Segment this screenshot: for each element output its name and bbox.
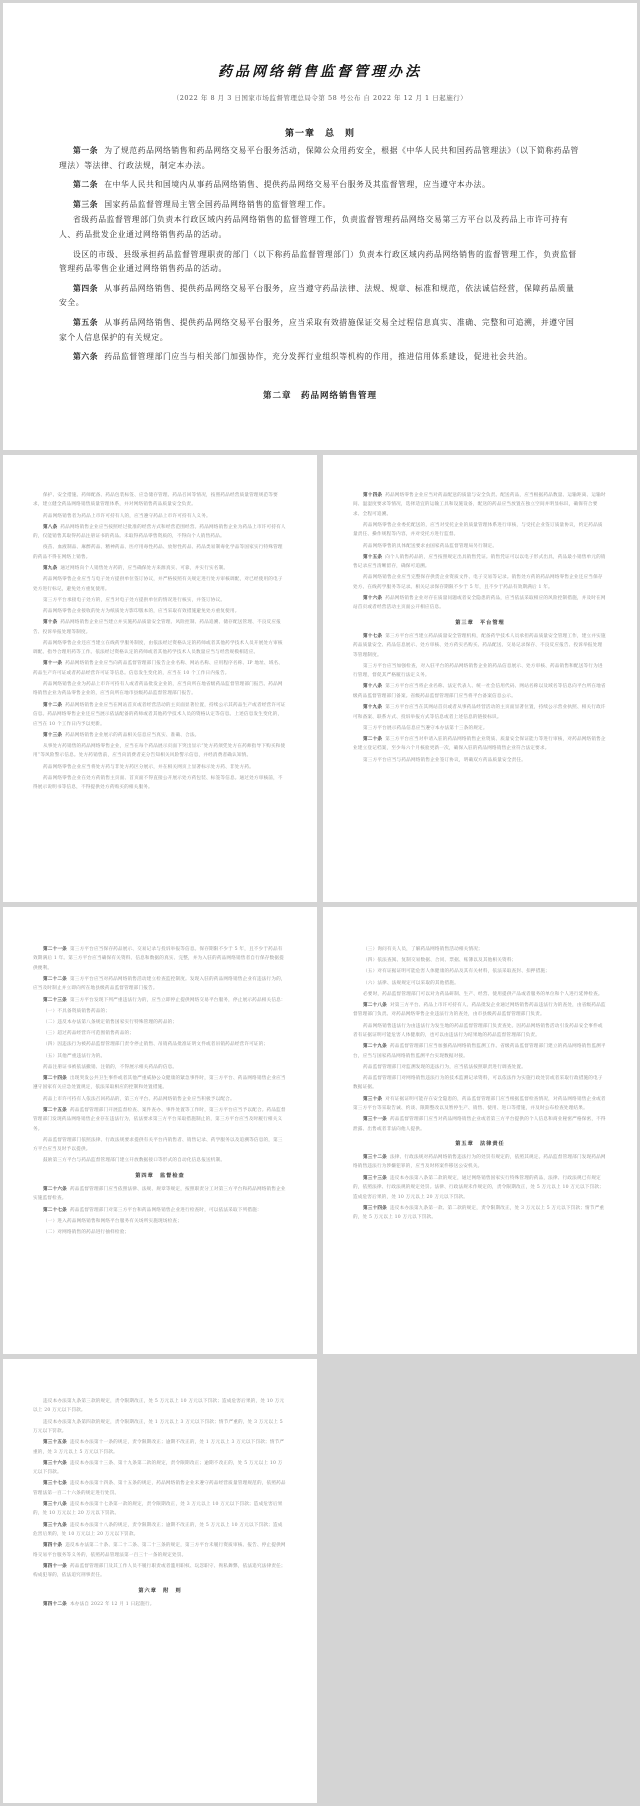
article-text: 疫苗、血液制品、麻醉药品、精神药品、医疗用毒性药品、放射性药品、药品类易制毒化学品等国家实行特殊管理的药品不得在网络上销售。: [33, 545, 283, 560]
article-paragraph: [33, 1029, 287, 1038]
article-text: （三）询问有关人员，了解药品网络销售活动相关情况；: [363, 947, 483, 952]
article-text: 对第三方平台、药品上市许可持有人、药品批发企业通过网络销售药品违法行为的查处，由省级药品监督管理部门负责。对药品网络零售企业违法行为的查处，由市县级药品监督管理部门负责。: [353, 1003, 606, 1018]
article-text: 药品网络销售企业应当建立并实施药品质量安全管理、风险控制、药品追溯、储存配送管理、不良反应报告、投诉举报处理等制度。: [33, 620, 281, 635]
article-text: （五）其他严重违法行为的。: [43, 1053, 106, 1059]
article-text: 药品监督管理部门对网络销售违法行为的技术监测记录资料，可以依法作为实施行政处罚或者采取行政措施的电子数据证据。: [353, 1076, 603, 1091]
article-paragraph: [353, 1204, 607, 1223]
article-text: 违反本办法第九条第一款、第二款的规定，责令限期改正，处 3 万元以上 5 万元以下罚款；情节严重的，处 5 万元以上 10 万元以下罚款。: [353, 1205, 605, 1221]
article-text: 违反本办法第十七条第一款的规定，责令限期改正，处 3 万元以上 10 万元以下罚款；造成危害后果的，处 10 万元以上 20 万元以下罚款。: [33, 1502, 283, 1517]
article-text: 药品网络零售企业接收的处方为纸质处方影印版本的，应当采取有效措施避免处方重复使用。: [43, 609, 240, 615]
article-number: 第二十八条: [363, 1003, 387, 1009]
article-paragraph: [33, 1074, 287, 1093]
article-text: 违反本办法第九条第三款的规定，责令限期改正，处 5 万元以上 10 万元以下罚款；造成危害后果的，处 10 万元以上 20 万元以下罚款。: [33, 1399, 285, 1414]
article-text: （二）违反本办法第八条规定销售国家实行特殊管理的药品的；: [43, 1020, 178, 1026]
article-text: 第三方平台应当将企业名称、法定代表人、统一社会信用代码、网站名称以及域名等信息向平台所在地省级药品监督管理部门备案。省级药品监督管理部门应当将平台备案信息公示。: [353, 684, 606, 699]
article-text: 本办法自 2022 年 12 月 1 日起施行。: [69, 1601, 155, 1607]
article-number: 第三十七条: [43, 1481, 67, 1487]
article-paragraph: [33, 1397, 287, 1416]
article-text: （三）超过药品经营许可范围销售药品的；: [43, 1031, 135, 1037]
article-text: 国家药品监督管理局主管全国药品网络销售的监督管理工作。: [104, 199, 331, 209]
article-paragraph: [353, 594, 607, 613]
article-number: 第十二条: [43, 702, 63, 708]
article-paragraph: [353, 1001, 607, 1020]
article-text: （二）对网络销售的药品进行抽样检验；: [43, 1229, 130, 1235]
article-paragraph: [33, 564, 287, 573]
article-paragraph: [33, 543, 287, 562]
article-text: 药品上市许可持有人依法召回药品的，第三方平台、药品网络销售企业应当积极予以配合。: [43, 1096, 235, 1102]
article-text: 药品监督管理部门对监测发现的违法行为，应当依法按照职责进行调查处置。: [363, 1064, 526, 1070]
article-text: 违反本办法第十八条的规定，责令限期改正；逾期不改正的，处 5 万元以上 10 万元以下罚款；造成危害后果的，处 10 万元以上 20 万元以下罚款。: [33, 1522, 283, 1538]
article-paragraph: [33, 680, 287, 699]
article-paragraph: [33, 1459, 287, 1478]
article-text: 违反本办法第八条第二款的规定，通过网络销售国家实行特殊管理的药品，法律、行政法规已有规定的，依照法律、行政法规的规定处罚。法律、行政法规未作规定的，责令限期改正，处 5 万元以上 10 万元以下罚款；造成危害后果的，处 10 万元以上 20 万元以下罚款。: [353, 1175, 604, 1200]
article-text: 通过网络向个人销售处方药的，应当确保处方来源真实、可靠，并实行实名制。: [60, 566, 229, 572]
article-paragraph: [353, 1022, 607, 1041]
article-text: （四）因违法行为被药品监督管理部门责令停止销售、吊销药品批准证明文件或者吊销药品经营许可证的；: [43, 1042, 269, 1048]
article-paragraph: [33, 1007, 287, 1016]
article-number: 第二条: [73, 180, 99, 190]
article-text: 第三方平台应当保存药品展示、交易记录与投诉举报等信息。保存期限不少于 5 年，且不少于药品有效期满后 1 年。第三方平台应当确保有关资料、信息和数据的真实、完整，并为入驻的药品网络销售者自行保存数据提供便利。: [33, 947, 284, 971]
article-paragraph: [353, 662, 607, 681]
article-paragraph: [33, 701, 287, 729]
article-paragraph: [353, 521, 607, 540]
article-text: 第三方平台应当与药品网络销售企业签订协议，明确双方药品质量安全责任。: [363, 757, 526, 763]
article-paragraph: [59, 178, 581, 193]
article-text: 药品监督管理部门应当加强药品网络销售监测工作。省级药品监督管理部门建立的药品网络销售监测平台，应当与国家药品网络销售监测平台实现数据对接。: [353, 1044, 606, 1059]
article-paragraph: [33, 1040, 287, 1049]
article-paragraph: [353, 553, 607, 572]
article-number: 第十七条: [363, 633, 383, 639]
article-paragraph: [353, 1063, 607, 1072]
article-paragraph: [353, 573, 607, 592]
article-text: 必要时，药品监督管理部门可以对为药品研制、生产、经营、使用提供产品或者服务的单位和个人进行延伸检查。: [363, 991, 603, 997]
article-number: 第四十二条: [43, 1601, 67, 1607]
article-paragraph: [33, 1562, 287, 1581]
chapter-heading: 第五章 法律责任: [455, 1141, 505, 1148]
article-paragraph: [33, 1063, 287, 1072]
article-number: 第三十三条: [363, 1175, 387, 1181]
page-2: [3, 455, 317, 902]
article-number: 第二十七条: [43, 1207, 67, 1213]
article-number: 第四条: [73, 283, 99, 293]
article-paragraph: [59, 316, 581, 345]
article-text: 违反本办法第十一条的规定，责令限期改正；逾期不改正的，处 1 万元以上 3 万元以下罚款；情节严重的，处 3 万元以上 5 万元以下罚款。: [33, 1440, 285, 1455]
article-paragraph: [33, 1541, 287, 1560]
article-text: 药品网络销售企业对存在质量问题或者安全隐患的药品，应当依法采取相应的风险控制措施，并及时在网站首页或者经营活动主页面公开相应信息。: [353, 596, 606, 611]
article-paragraph: 设区的市级、县级承担药品监督管理职责的部门（以下称药品监督管理部门）负责本行政区域内药品网络销售的监督管理工作，负责监督管理药品零售企业通过网络销售药品的活动。: [59, 249, 577, 274]
article-paragraph: [33, 1418, 287, 1437]
article-paragraph: [353, 542, 607, 551]
article-number: 第三十五条: [43, 1440, 67, 1446]
article-text: 在中华人民共和国境内从事药品网络销售、提供药品网络交易平台服务及其监督管理，应当遵守本办法。: [104, 180, 491, 190]
article-number: 第十一条: [43, 661, 63, 667]
article-number: 第二十六条: [43, 1186, 67, 1192]
article-number: 第五条: [73, 317, 99, 327]
article-text: 药品网络零售企业应当对药品配送的质量与安全负责。配送药品，应当根据药品数量、运输距离、运输时间、温湿度要求等情况，选择适宜的运输工具和设施设备，配送的药品应当放置在独立空间并明显标识，确保符合要求、全程可追溯。: [353, 493, 606, 517]
article-text: 药品网络销售企业为药品上市许可持有人或者药品批发企业的，应当向所在地省级药品监督管理部门报告。药品网络销售企业为药品零售企业的，应当向所在地市县级药品监督管理部门报告。: [33, 682, 283, 697]
article-number: 第三十条: [363, 1096, 383, 1102]
article-number: 第三十九条: [43, 1522, 67, 1528]
article-number: 第二十九条: [363, 1044, 387, 1050]
article-paragraph: [33, 523, 287, 542]
article-text: 第三方平台应当对申请入驻的药品网络销售企业资质、质量安全保证能力等进行审核，对药品网络销售企业建立登记档案，至少每六个月核验更新一次，确保入驻的药品网络销售企业符合法定要求。: [353, 736, 606, 752]
article-paragraph: [353, 1153, 607, 1172]
article-number: 第二十三条: [43, 997, 67, 1003]
article-text: 向个人销售药品的，应当按照规定出具销售凭证。销售凭证可以以电子形式出具，药品最小销售单元的销售记录应当清晰留存，确保可追溯。: [353, 554, 606, 570]
article-paragraph: [353, 1115, 607, 1134]
article-paragraph: [33, 1136, 287, 1155]
article-text: 违反本办法第十四条、第十五条的规定，药品网络销售企业未遵守药品经营质量管理规范的，依照药品管理法第一百二十六条的规定进行处罚。: [33, 1481, 286, 1496]
article-paragraph: [353, 1074, 607, 1093]
article-text: 药品监督管理部门对第三方平台和药品网络销售企业进行检查时，可以依法采取下列措施：: [69, 1207, 262, 1213]
article-paragraph: [33, 1206, 287, 1215]
article-text: 药品网络销售企业应当向药品监督管理部门报告企业名称、网站名称、应用程序名称、IP 地址、域名、药品生产许可证或者药品经营许可证等信息。信息发生变化的，应当在 10 个工作日内报告。: [33, 661, 284, 676]
article-text: 药品监督管理部门应当依照法律、法规、规章等规定，按照职责分工对第三方平台和药品网络销售企业实施监督检查。: [33, 1186, 286, 1202]
article-number: 第二十一条: [43, 947, 67, 952]
article-text: 违反本办法第十三条、第十九条第二款的规定，责令限期改正；逾期不改正的，处 5 万元以上 10 万元以下罚款。: [33, 1460, 283, 1476]
article-paragraph: [33, 618, 287, 637]
article-text: 第三方平台发现下列严重违法行为的，应当立即停止提供网络交易平台服务，停止展示药品相关信息：: [69, 997, 286, 1003]
article-paragraph: [33, 1217, 287, 1226]
article-number: 第十五条: [363, 554, 383, 560]
chapter-heading: 第三章 平台管理: [455, 619, 505, 626]
article-paragraph: 省级药品监督管理部门负责本行政区域内药品网络销售的监督管理工作，负责监督管理药品网络交易第三方平台以及药品上市许可持有人、药品批发企业通过网络销售药品的活动。: [59, 215, 569, 239]
article-text: 药品网络零售的具体配送要求由国家药品监督管理局另行制定。: [363, 543, 498, 549]
article-paragraph: [33, 607, 287, 616]
article-paragraph: [353, 990, 607, 999]
article-text: 药品网络零售企业在处方药销售主页面、首页面不得直接公开展示处方药包装、标签等信息。通过处方审核前，不得展示说明书等信息，不得提供处方药购买的相关服务。: [33, 775, 283, 791]
article-number: 第三十二条: [363, 1155, 387, 1161]
article-paragraph: [33, 1052, 287, 1061]
article-text: 药品网络销售企业展示的药品相关信息应当真实、准确、合法。: [65, 732, 200, 738]
article-number: 第三十六条: [43, 1460, 67, 1466]
article-number: 第三条: [73, 199, 99, 209]
page-6: [3, 1359, 317, 1803]
article-paragraph: [33, 1438, 287, 1457]
article-number: 第三十一条: [363, 1117, 387, 1123]
article-text: 鼓励第三方平台与药品监督管理部门建立开放数据接口等形式的自动化信息报送机制。: [43, 1158, 226, 1164]
article-paragraph: [33, 596, 287, 605]
page-5: [323, 907, 637, 1354]
article-paragraph: [353, 1174, 607, 1202]
article-paragraph: [353, 956, 607, 965]
article-paragraph: [33, 1521, 287, 1540]
article-paragraph: [33, 1500, 287, 1519]
article-text: 药品网络销售企业应当在网站首页或者经营活动的主页面显著位置，持续公示其药品生产或者经营许可证信息。药品网络零售企业还应当展示依法配备的药师或者其他药学技术人员的资格认定等信息。上述信息发生变化的，应当在 10 个工作日内予以更新。: [33, 702, 286, 727]
article-text: 药品网络销售违法行为由违法行为发生地的药品监督管理部门负责查处。因药品网络销售活动引发药品安全事件或者有证据证明可能危害人体健康的，也可以由违法行为结果地的药品监督管理部门负责。: [353, 1023, 603, 1039]
article-text: （一）不具备资质销售药品的；: [43, 1008, 111, 1014]
page-4: [3, 907, 317, 1354]
article-paragraph: [33, 731, 287, 740]
article-text: 药品网络销售企业应当按照经过批准的经营方式和经营范围经营。药品网络销售企业为药品上市许可持有人的，仅能销售其取得药品注册证书的药品。未取得药品零售资质的，不得向个人销售药品。: [33, 524, 286, 540]
article-paragraph: [59, 350, 581, 365]
article-paragraph: [353, 967, 607, 976]
article-text: 第三方平台应当在其网站首页或者从事药品经营活动的主页面显著位置，持续公示营业执照、相关行政许可和备案、联系方式、投诉举报方式等信息或者上述信息的链接标识。: [353, 705, 606, 720]
article-text: 第三方平台应当对药品网络销售活动建立检查监控制度。发现入驻的药品网络销售企业有违法行为的，应当及时制止并立即向所在地县级药品监督管理部门报告。: [33, 977, 286, 992]
article-text: 第三方平台应当建立药品质量安全管理机构，配备药学技术人员承担药品质量安全管理工作，建立并实施药品质量安全、药品信息展示、处方审核、处方药实名购买、药品配送、交易记录保存、不良反应报告、投诉举报处理等管理制度。: [353, 633, 606, 658]
article-paragraph: [33, 1156, 287, 1165]
article-paragraph: [33, 575, 287, 594]
article-paragraph: [59, 198, 581, 213]
article-paragraph: [353, 703, 607, 722]
article-text: 从事药品网络销售、提供药品网络交易平台服务，应当遵守药品法律、法规、规章、标准和规范，依法诚信经营，保障药品质量安全。: [59, 283, 575, 308]
article-paragraph: [33, 975, 287, 994]
chapter-heading: 第一章 总 则: [284, 129, 355, 139]
document-subtitle: （2022 年 8 月 3 日国家市场监督管理总局令第 58 号公布 自 2022 年 12 月 1 日起施行）: [172, 94, 468, 102]
article-text: 从事药品网络销售、提供药品网络交易平台服务，应当采取有效措施保证交易全过程信息真实、准确、完整和可追溯，并遵守国家个人信息保护的有关规定。: [59, 317, 575, 342]
article-paragraph: [353, 1042, 607, 1061]
article-paragraph: [353, 756, 607, 765]
article-paragraph: [33, 639, 287, 658]
article-paragraph: [33, 659, 287, 678]
article-number: 第十三条: [43, 732, 63, 738]
article-paragraph: [353, 979, 607, 988]
page-1: [3, 3, 637, 450]
article-paragraph: [33, 742, 287, 761]
article-number: 第二十五条: [43, 1107, 67, 1113]
article-paragraph: [353, 632, 607, 660]
article-text: 从事处方药销售的药品网络零售企业，应当在每个药品展示页面下突出显示“处方药须凭处方在药师指导下购买和使用”等风险警示信息。处方药销售前，应当向消费者充分告知相关风险警示信息，并经消费者确认知情。: [33, 743, 286, 759]
article-text: 药品监督管理部门应当与相关部门加强协作，充分发挥行业组织等机构的作用，推进信用体系建设，促进社会共治。: [104, 352, 533, 362]
article-number: 第三十四条: [363, 1205, 387, 1211]
article-number: 第二十条: [363, 736, 383, 742]
article-paragraph: [59, 144, 581, 173]
article-text: 药品网络零售企业应当将处方药与非处方药区分展示，并在相关网页上显著标示处方药、非处方药。: [43, 764, 254, 770]
article-paragraph: [353, 491, 607, 519]
article-paragraph: [33, 1479, 287, 1498]
chapter-heading: 第四章 监督检查: [135, 1172, 185, 1179]
article-text: 违反本办法第九条第四款的规定，责令限期改正，处 1 万元以上 3 万元以下罚款；情节严重的，处 3 万元以上 5 万元以下罚款。: [33, 1419, 283, 1435]
article-number: 第十八条: [363, 684, 383, 690]
article-text: 法律、行政法规对药品网络销售违法行为的处罚有规定的，依照其规定。药品监督管理部门发现药品网络销售违法行为涉嫌犯罪的，应当及时将案件移送公安机关。: [353, 1155, 606, 1170]
article-number: 第四十一条: [43, 1563, 67, 1569]
article-number: 第二十二条: [43, 977, 67, 983]
article-number: 第二十四条: [43, 1076, 67, 1082]
article-number: 第三十八条: [43, 1502, 67, 1508]
article-paragraph: [353, 735, 607, 754]
article-paragraph: [33, 763, 287, 772]
chapter-heading: 第六章 附 则: [138, 1587, 182, 1594]
document-title: 药品网络销售监督管理办法: [218, 64, 422, 80]
article-text: 药品网络零售企业还应当建立在线药学服务制度，由依法经过资格认定的药师或者其他药学技术人员开展处方审核调配、指导合理用药等工作。依法经过资格认定的药师或者其他药学技术人员数量应当与经营规模相适应。: [33, 640, 283, 656]
article-paragraph: [33, 1095, 287, 1104]
article-text: 药品网络销售者为药品上市许可持有人的，应当遵守药品上市许可持有人义务。: [43, 513, 211, 519]
article-text: 药品监督管理部门依照法律、行政法规要求提供有关平台内销售者、销售记录、药学服务以及追溯等信息的，第三方平台应当及时予以提供。: [33, 1137, 283, 1153]
article-text: 药品网络零售企业委托配送的，应当对受托企业的质量管理体系进行审核，与受托企业签订质量协议，约定药品质量责任、操作规程等内容，并对受托方进行监督。: [353, 523, 603, 538]
article-text: 药品监督管理部门开展监督检查、案件查办、事件处置等工作时，第三方平台应当予以配合。药品监督管理部门发现药品网络销售企业存在违法行为，依法要求第三方平台采取措施制止的，第三方平台应当及时履行相关义务。: [33, 1107, 286, 1132]
article-text: 出现突发公共卫生事件或者其他严重威胁公众健康的紧急事件时，第三方平台、药品网络销售企业应当遵守国家有关应急处置规定，依法采取相应的控制和处置措施。: [33, 1076, 286, 1091]
article-text: 药品监督管理部门及其工作人员不履行职责或者滥用职权、玩忽职守、徇私舞弊，依法追究法律责任；构成犯罪的，依法追究刑事责任。: [33, 1563, 286, 1579]
article-number: 第四十条: [43, 1543, 63, 1549]
article-number: 第十六条: [363, 596, 383, 602]
article-paragraph: [33, 512, 287, 521]
article-text: 第三方平台承接电子处方的，应当对电子处方提供单位的情况进行核实，并签订协议。: [43, 597, 226, 603]
article-text: 药品网络销售企业应当完整保存供货企业资质文件、电子交易等记录。销售处方药的药品网络零售企业还应当保存处方、在线药学服务等记录。相关记录保存期限不少于 5 年，且不少于药品有效期满后 1 年。: [353, 575, 603, 590]
article-number: 第九条: [43, 566, 58, 572]
page-3: [323, 455, 637, 902]
chapter-heading: 第二章 药品网络销售管理: [262, 390, 377, 401]
article-text: 对有证据证明可能存在安全隐患的，药品监督管理部门应当根据监督检查情况，对药品网络销售企业或者第三方平台等采取告诫、约谈、限期整改以及暂停生产、销售、使用、进口等措施，并及时公布检查处理结果。: [353, 1096, 606, 1112]
article-paragraph: [33, 1600, 287, 1609]
article-paragraph: [33, 491, 287, 510]
article-text: （六）法律、法规规定可以采取的其他措施。: [363, 980, 459, 986]
article-number: 第十条: [43, 620, 58, 626]
article-text: （一）进入药品网络销售和网络平台服务有关场所实施现场检查；: [43, 1218, 183, 1224]
article-text: 为了规范药品网络销售和药品网络交易平台服务活动，保障公众用药安全，根据《中华人民共和国药品管理法》（以下简称药品管理法）等法律、行政法规，制定本办法。: [59, 146, 579, 170]
article-number: 第六条: [73, 352, 99, 362]
article-paragraph: [33, 1106, 287, 1134]
article-text: 保护、安全措施、药师配备、药品包装标签、应急储存管理、药品召回等情况，按照药品经营质量管理规范等要求，建立健全药品网络销售质量管理体系，并对网络销售药品质量安全负责。: [33, 493, 278, 508]
article-text: （五）对有证据证明可能危害人体健康的药品及其有关材料，依法采取查封、扣押措施；: [363, 969, 550, 975]
article-number: 第十四条: [363, 493, 383, 498]
article-paragraph: [59, 282, 581, 311]
article-text: 违反本办法第二十条、第二十二条、第二十三条的规定，第三方平台未履行资质审核、报告、停止提供网络交易平台服务等义务的，依照药品管理法第一百三十一条的规定处罚。: [33, 1543, 286, 1558]
article-number: 第十九条: [363, 705, 383, 711]
article-number: 第八条: [43, 524, 58, 530]
article-paragraph: [33, 1228, 287, 1237]
article-text: 药品注册证书被依法撤销、注销的，不得展示相关药品的信息。: [43, 1064, 178, 1070]
article-text: 第三方平台展示药品信息应当遵守本办法第十三条的规定。: [363, 725, 488, 731]
article-paragraph: [33, 774, 287, 793]
article-paragraph: [353, 1095, 607, 1114]
article-paragraph: [33, 1185, 287, 1204]
article-paragraph: [353, 945, 607, 954]
article-paragraph: [353, 724, 607, 733]
article-number: 第一条: [73, 146, 99, 155]
article-text: （四）依法查阅、复制交易数据、合同、票据、账簿以及其他相关资料；: [363, 958, 517, 964]
article-text: 药品监督管理部门应当对药品网络销售企业或者第三方平台提供的个人信息和商业秘密严格保密，不得泄露、出售或者非法向他人提供。: [353, 1117, 606, 1132]
article-paragraph: [33, 945, 287, 973]
article-text: 药品网络零售企业应当与电子处方提供单位签订协议，并严格按照有关规定进行处方审核调配，对已经使用的电子处方进行标记，避免处方重复使用。: [33, 577, 283, 592]
article-text: 第三方平台应当加强检查，对入驻平台的药品网络销售企业的药品信息展示、处方审核、药品销售和配送等行为进行管理，督促其严格履行法定义务。: [353, 663, 603, 679]
article-paragraph: [353, 682, 607, 701]
article-paragraph: [33, 996, 287, 1005]
article-paragraph: [33, 1018, 287, 1027]
